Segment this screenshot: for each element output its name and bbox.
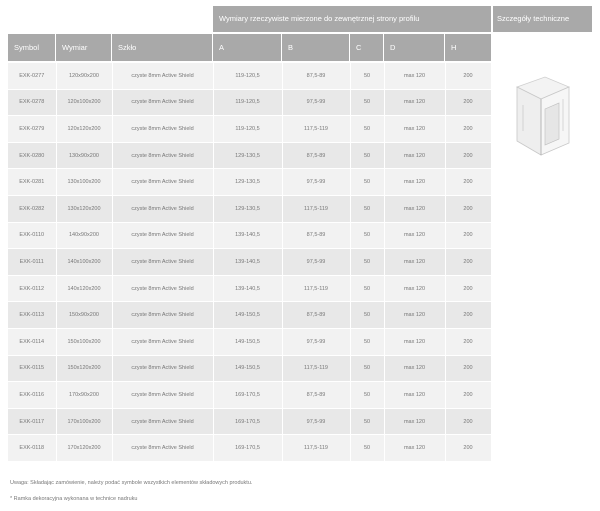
- cell-h: 200: [445, 142, 491, 169]
- spec-sheet: [8, 6, 592, 502]
- cell-a: 119-120,5: [213, 116, 282, 143]
- cell-dimension: 170x120x200: [56, 435, 112, 462]
- cell-h: 200: [445, 382, 491, 409]
- cell-c: 50: [350, 222, 384, 249]
- table-row: [8, 249, 491, 276]
- cell-symbol: EXK-0281: [8, 169, 56, 196]
- table-row: [8, 222, 491, 249]
- cell-glass: czyste 8mm Active Shield: [112, 382, 213, 409]
- cell-d: max 120: [384, 275, 445, 302]
- cell-symbol: EXK-0116: [8, 382, 56, 409]
- cell-a: 129-130,5: [213, 142, 282, 169]
- cell-b: 97,5-99: [282, 249, 350, 276]
- cell-d: max 120: [384, 382, 445, 409]
- cell-h: 200: [445, 328, 491, 355]
- col-header-c: C: [350, 34, 383, 61]
- cell-b: 87,5-89: [282, 63, 350, 89]
- cell-glass: czyste 8mm Active Shield: [112, 355, 213, 382]
- cell-symbol: EXK-0279: [8, 116, 56, 143]
- cell-glass: czyste 8mm Active Shield: [112, 169, 213, 196]
- cell-c: 50: [350, 169, 384, 196]
- cell-d: max 120: [384, 435, 445, 462]
- cell-b: 87,5-89: [282, 222, 350, 249]
- cell-dimension: 150x90x200: [56, 302, 112, 329]
- cell-a: 149-150,5: [213, 328, 282, 355]
- cell-h: 200: [445, 169, 491, 196]
- table-row: [8, 169, 491, 196]
- cell-symbol: EXK-0282: [8, 195, 56, 222]
- cell-d: max 120: [384, 328, 445, 355]
- cell-dimension: 140x100x200: [56, 249, 112, 276]
- cell-dimension: 120x100x200: [56, 89, 112, 116]
- cell-d: max 120: [384, 408, 445, 435]
- table-row: [8, 382, 491, 409]
- cell-dimension: 130x100x200: [56, 169, 112, 196]
- cell-symbol: EXK-0113: [8, 302, 56, 329]
- cell-c: 50: [350, 116, 384, 143]
- col-header-h: H: [445, 34, 491, 61]
- cell-h: 200: [445, 275, 491, 302]
- cell-d: max 120: [384, 169, 445, 196]
- cell-a: 149-150,5: [213, 302, 282, 329]
- cell-c: 50: [350, 275, 384, 302]
- cell-h: 200: [445, 302, 491, 329]
- cell-c: 50: [350, 328, 384, 355]
- cell-symbol: EXK-0117: [8, 408, 56, 435]
- cell-d: max 120: [384, 249, 445, 276]
- table-row: [8, 195, 491, 222]
- cell-c: 50: [350, 142, 384, 169]
- cell-a: 169-170,5: [213, 435, 282, 462]
- cell-glass: czyste 8mm Active Shield: [112, 222, 213, 249]
- shower-enclosure-icon: [511, 69, 573, 159]
- cell-dimension: 170x100x200: [56, 408, 112, 435]
- cell-h: 200: [445, 435, 491, 462]
- cell-glass: czyste 8mm Active Shield: [112, 435, 213, 462]
- cell-dimension: 150x120x200: [56, 355, 112, 382]
- cell-d: max 120: [384, 355, 445, 382]
- order-note: Uwaga: Składając zamówienie, należy podać symbole wszystkich elementów składowych produktu.: [10, 480, 253, 486]
- cell-h: 200: [445, 355, 491, 382]
- cell-b: 97,5-99: [282, 408, 350, 435]
- cell-h: 200: [445, 116, 491, 143]
- cell-glass: czyste 8mm Active Shield: [112, 302, 213, 329]
- cell-c: 50: [350, 302, 384, 329]
- dimensions-group-header: Wymiary rzeczywiste mierzone do zewnętrznej strony profilu: [213, 6, 491, 32]
- table-row: [8, 116, 491, 143]
- cell-d: max 120: [384, 195, 445, 222]
- cell-d: max 120: [384, 116, 445, 143]
- cell-dimension: 120x120x200: [56, 116, 112, 143]
- cell-d: max 120: [384, 89, 445, 116]
- col-header-b: B: [282, 34, 349, 61]
- cell-h: 200: [445, 249, 491, 276]
- cell-dimension: 140x90x200: [56, 222, 112, 249]
- cell-glass: czyste 8mm Active Shield: [112, 249, 213, 276]
- cell-c: 50: [350, 89, 384, 116]
- cell-glass: czyste 8mm Active Shield: [112, 116, 213, 143]
- cell-a: 129-130,5: [213, 195, 282, 222]
- cell-dimension: 170x90x200: [56, 382, 112, 409]
- cell-d: max 120: [384, 142, 445, 169]
- cell-glass: czyste 8mm Active Shield: [112, 142, 213, 169]
- cell-c: 50: [350, 63, 384, 89]
- table-row: [8, 63, 491, 89]
- cell-symbol: EXK-0114: [8, 328, 56, 355]
- table-row: [8, 328, 491, 355]
- cell-c: 50: [350, 435, 384, 462]
- cell-d: max 120: [384, 63, 445, 89]
- cell-h: 200: [445, 222, 491, 249]
- tech-details-header: Szczegóły techniczne: [493, 6, 592, 32]
- cell-a: 139-140,5: [213, 222, 282, 249]
- cell-symbol: EXK-0277: [8, 63, 56, 89]
- cell-symbol: EXK-0115: [8, 355, 56, 382]
- table-row: [8, 142, 491, 169]
- cell-b: 117,5-119: [282, 116, 350, 143]
- col-header-d: D: [384, 34, 444, 61]
- cell-glass: czyste 8mm Active Shield: [112, 275, 213, 302]
- cell-a: 119-120,5: [213, 89, 282, 116]
- cell-b: 87,5-89: [282, 382, 350, 409]
- table-row: [8, 89, 491, 116]
- cell-a: 139-140,5: [213, 249, 282, 276]
- cell-c: 50: [350, 355, 384, 382]
- cell-dimension: 130x90x200: [56, 142, 112, 169]
- cell-glass: czyste 8mm Active Shield: [112, 89, 213, 116]
- col-header-symbol: Symbol: [8, 34, 55, 61]
- cell-d: max 120: [384, 222, 445, 249]
- table-row: [8, 408, 491, 435]
- table-row: [8, 275, 491, 302]
- cell-glass: czyste 8mm Active Shield: [112, 328, 213, 355]
- col-header-a: A: [213, 34, 281, 61]
- cell-d: max 120: [384, 302, 445, 329]
- cell-a: 139-140,5: [213, 275, 282, 302]
- tech-details-panel: [493, 34, 592, 461]
- cell-b: 97,5-99: [282, 89, 350, 116]
- cell-h: 200: [445, 89, 491, 116]
- cell-c: 50: [350, 195, 384, 222]
- table-row: [8, 435, 491, 462]
- cell-h: 200: [445, 195, 491, 222]
- cell-b: 117,5-119: [282, 355, 350, 382]
- cell-glass: czyste 8mm Active Shield: [112, 195, 213, 222]
- cell-dimension: 120x90x200: [56, 63, 112, 89]
- cell-a: 169-170,5: [213, 382, 282, 409]
- cell-symbol: EXK-0278: [8, 89, 56, 116]
- cell-h: 200: [445, 63, 491, 89]
- cell-b: 87,5-89: [282, 142, 350, 169]
- cell-b: 117,5-119: [282, 195, 350, 222]
- frame-note: * Ramka dekoracyjna wykonana w technice nadruku: [10, 496, 138, 502]
- cell-b: 117,5-119: [282, 275, 350, 302]
- cell-b: 97,5-99: [282, 169, 350, 196]
- cell-b: 97,5-99: [282, 328, 350, 355]
- cell-a: 129-130,5: [213, 169, 282, 196]
- cell-a: 149-150,5: [213, 355, 282, 382]
- cell-a: 119-120,5: [213, 63, 282, 89]
- table-row: [8, 302, 491, 329]
- cell-dimension: 150x100x200: [56, 328, 112, 355]
- cell-glass: czyste 8mm Active Shield: [112, 408, 213, 435]
- cell-c: 50: [350, 249, 384, 276]
- cell-glass: czyste 8mm Active Shield: [112, 63, 213, 89]
- cell-b: 87,5-89: [282, 302, 350, 329]
- cell-dimension: 130x120x200: [56, 195, 112, 222]
- col-header-glass: Szkło: [112, 34, 212, 61]
- col-header-dimension: Wymiar: [56, 34, 111, 61]
- cell-c: 50: [350, 408, 384, 435]
- table-row: [8, 355, 491, 382]
- cell-symbol: EXK-0110: [8, 222, 56, 249]
- cell-symbol: EXK-0118: [8, 435, 56, 462]
- cell-b: 117,5-119: [282, 435, 350, 462]
- cell-c: 50: [350, 382, 384, 409]
- cell-symbol: EXK-0280: [8, 142, 56, 169]
- cell-symbol: EXK-0111: [8, 249, 56, 276]
- cell-h: 200: [445, 408, 491, 435]
- cell-a: 169-170,5: [213, 408, 282, 435]
- cell-dimension: 140x120x200: [56, 275, 112, 302]
- dimensions-table: [8, 63, 492, 462]
- cell-symbol: EXK-0112: [8, 275, 56, 302]
